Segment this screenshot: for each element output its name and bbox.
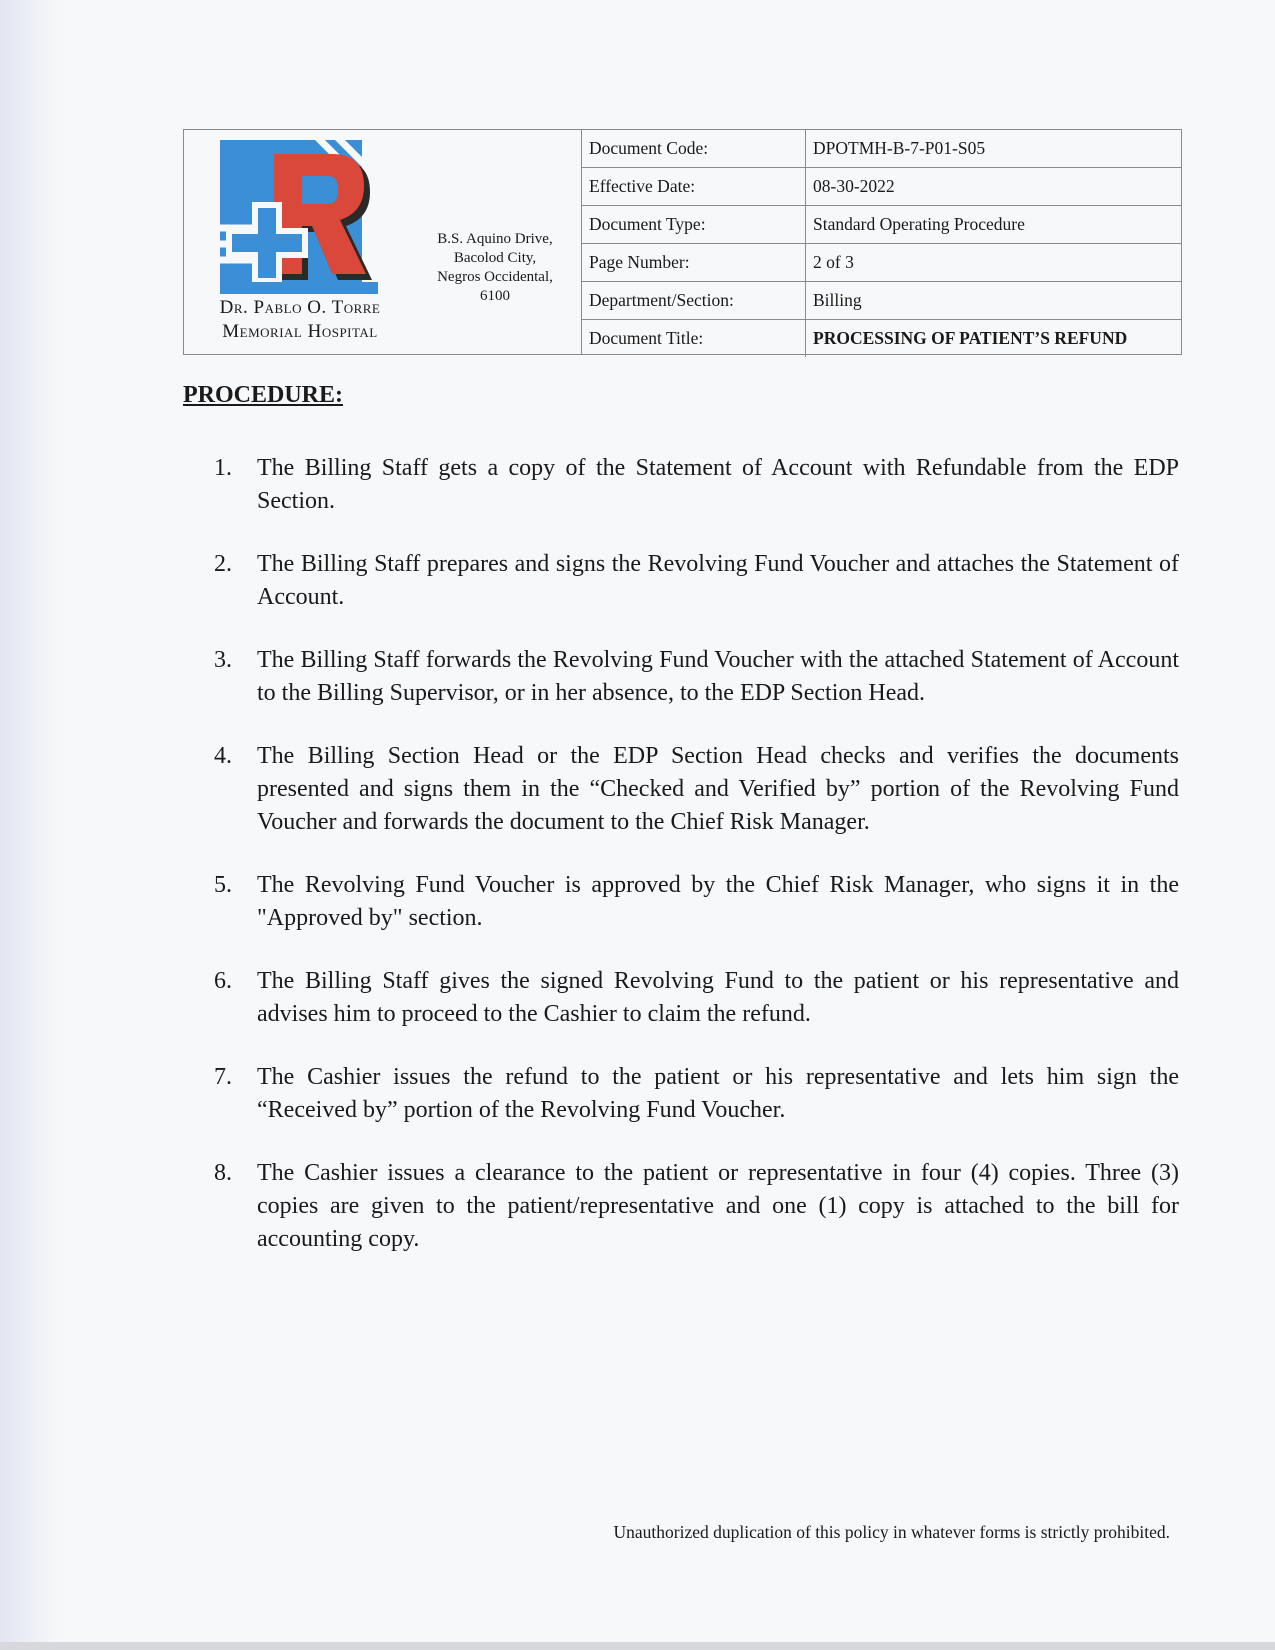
step-text: The Billing Staff prepares and signs the Revolving Fund Voucher and attaches the Statement of Account. xyxy=(257,551,1179,610)
hospital-address xyxy=(412,230,578,306)
scan-edge xyxy=(0,1642,1275,1650)
document-title-value: PROCESSING OF PATIENT’S REFUND xyxy=(813,328,1128,348)
meta-row xyxy=(582,282,1181,320)
document-meta-table xyxy=(582,130,1181,357)
page-number-value: 2 of 3 xyxy=(806,244,1182,282)
meta-row xyxy=(582,244,1181,282)
hospital-name-line1: Dr. Pablo O. Torre xyxy=(219,297,381,318)
meta-row xyxy=(582,168,1181,206)
procedure-step xyxy=(214,452,1179,518)
meta-label: Department/Section: xyxy=(582,282,806,320)
document-code-value: DPOTMH-B-7-P01-S05 xyxy=(806,130,1182,168)
duplication-notice: Unauthorized duplication of this policy in whatever forms is strictly prohibited. xyxy=(613,1522,1170,1542)
step-number: 7. xyxy=(214,1064,232,1090)
hospital-logo-r-cross-icon xyxy=(220,140,378,298)
procedure-step xyxy=(214,548,1179,614)
step-number: 2. xyxy=(214,551,232,577)
meta-row xyxy=(582,206,1181,244)
procedure-step xyxy=(214,740,1179,839)
step-text: The Billing Section Head or the EDP Section Head checks and verifies the documents presented and signs them in the “Checked and Verified by” portion of the Revolving Fund Voucher and forwards the document to the Chief Risk Manager. xyxy=(257,743,1179,835)
step-number: 6. xyxy=(214,968,232,994)
step-text: The Billing Staff gives the signed Revolving Fund to the patient or his representative and advises him to proceed to the Cashier to claim the refund. xyxy=(257,968,1179,1027)
document-type-value: Standard Operating Procedure xyxy=(806,206,1182,244)
meta-label: Document Type: xyxy=(582,206,806,244)
meta-label: Page Number: xyxy=(582,244,806,282)
step-text: The Cashier issues the refund to the patient or his representative and lets him sign the “Received by” portion of the Revolving Fund Voucher. xyxy=(257,1064,1179,1123)
hospital-name-line2: Memorial Hospital xyxy=(222,321,378,342)
step-number: 3. xyxy=(214,647,232,673)
address-line: Bacolod City, xyxy=(453,250,537,266)
meta-row xyxy=(582,320,1181,358)
address-line: 6100 xyxy=(480,288,510,304)
address-line: Negros Occidental, xyxy=(437,269,553,285)
department-value: Billing xyxy=(806,282,1182,320)
procedure-steps xyxy=(214,452,1179,1286)
procedure-step xyxy=(214,644,1179,710)
meta-label: Document Code: xyxy=(582,130,806,168)
step-text: The Revolving Fund Voucher is approved by the Chief Risk Manager, who signs it in the "Approved by" section. xyxy=(257,872,1179,931)
scan-shadow xyxy=(0,0,60,1650)
meta-label: Document Title: xyxy=(582,320,806,358)
meta-label: Effective Date: xyxy=(582,168,806,206)
step-number: 1. xyxy=(214,455,232,481)
procedure-step xyxy=(214,965,1179,1031)
step-text: The Billing Staff gets a copy of the Statement of Account with Refundable from the EDP Section. xyxy=(257,455,1179,514)
hospital-name xyxy=(188,296,412,344)
procedure-step xyxy=(214,869,1179,935)
effective-date-value: 08-30-2022 xyxy=(806,168,1182,206)
step-text: The Cashier issues a clearance to the patient or representative in four (4) copies. Three (3) copies are given to the patient/representative and one (1) copy is attached to the bill for accounting copy. xyxy=(257,1160,1179,1252)
procedure-heading: PROCEDURE: xyxy=(183,382,343,408)
hospital-identity xyxy=(184,130,582,354)
document-header xyxy=(183,129,1182,355)
procedure-step xyxy=(214,1157,1179,1256)
procedure-step xyxy=(214,1061,1179,1127)
step-number: 4. xyxy=(214,743,232,769)
step-number: 8. xyxy=(214,1160,232,1186)
step-text: The Billing Staff forwards the Revolving Fund Voucher with the attached Statement of Account to the Billing Supervisor, or in her absence, to the EDP Section Head. xyxy=(257,647,1179,706)
meta-row xyxy=(582,130,1181,168)
address-line: B.S. Aquino Drive, xyxy=(437,231,553,247)
step-number: 5. xyxy=(214,872,232,898)
